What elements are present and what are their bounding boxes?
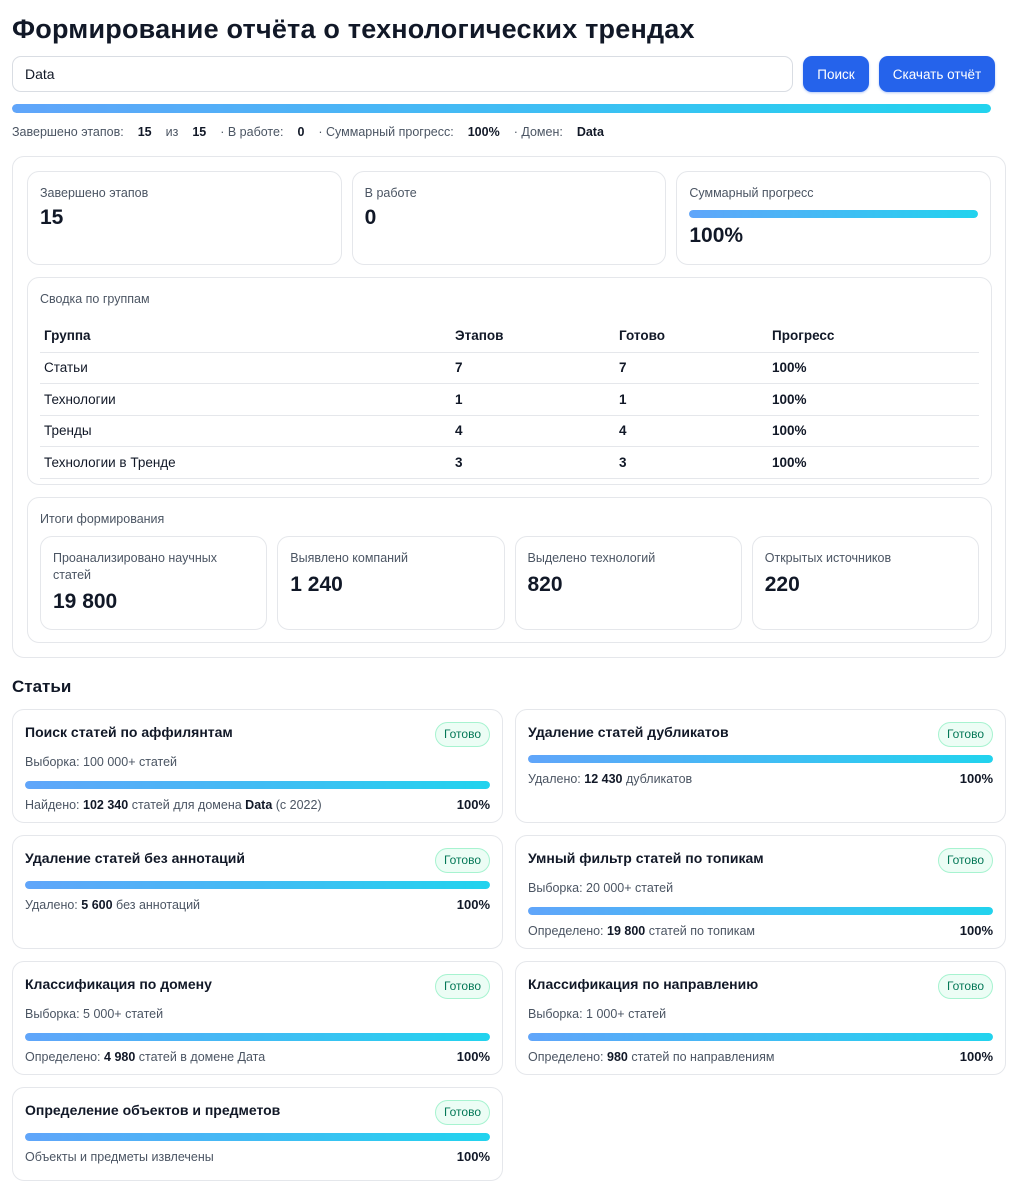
stage-percent: 100%: [959, 1049, 993, 1064]
meta-in-work: 0: [297, 125, 305, 139]
stat-card-completed: [27, 171, 342, 265]
cell-done: 7: [615, 352, 768, 384]
stage-result-text: статей для домена: [131, 797, 242, 812]
meta-in-work-label: · В работе:: [220, 125, 284, 139]
meta-progress: 100%: [467, 125, 500, 139]
groups-summary-title: Сводка по группам: [40, 292, 150, 306]
stage-result: [25, 798, 322, 812]
stage-footer: [25, 1049, 490, 1064]
stage-result-text: без аннотаций: [116, 897, 201, 912]
groups-summary: [27, 277, 992, 485]
cell-stages: 3: [451, 447, 615, 479]
articles-section-title: Статьи: [12, 677, 72, 696]
stage-result-count: 980: [607, 1049, 628, 1064]
stage-title: Умный фильтр статей по топикам: [528, 850, 764, 866]
stage-result-text: статей по топикам: [648, 923, 756, 938]
stage-card: [12, 1087, 503, 1181]
search-input[interactable]: [12, 56, 793, 92]
stage-sample: Выборка: 20 000+ статей: [528, 881, 674, 895]
summary-progress-bar: [689, 210, 978, 218]
stage-percent: 100%: [456, 1149, 490, 1164]
cell-group: Технологии: [40, 384, 451, 416]
stage-result-label: Удалено:: [25, 897, 78, 912]
stage-progress-bar: [25, 881, 490, 889]
cell-stages: 1: [451, 384, 615, 416]
meta-of-label: из: [165, 125, 179, 139]
stage-progress-bar: [25, 1033, 490, 1041]
stage-footer: [25, 897, 490, 912]
column-header: Группа: [40, 320, 451, 352]
stage-result-count: 12 430: [584, 771, 623, 786]
stage-result: [25, 898, 200, 912]
result-card-sources: [752, 536, 979, 630]
result-label: Выделено технологий: [527, 551, 656, 565]
meta-total: 15: [192, 125, 207, 139]
status-line: [12, 124, 1004, 140]
stat-label: Суммарный прогресс: [689, 186, 814, 200]
status-badge: Готово: [435, 848, 490, 873]
stage-result-label: Определено:: [528, 1049, 604, 1064]
meta-domain-label: · Домен:: [513, 125, 563, 139]
download-report-button[interactable]: Скачать отчёт: [879, 56, 995, 92]
stage-title: Удаление статей без аннотаций: [25, 850, 245, 866]
results-summary-title: Итоги формирования: [40, 512, 165, 526]
cell-progress: 100%: [768, 384, 979, 416]
stage-result-domain: Data: [245, 797, 273, 812]
stage-progress-fill: [528, 755, 993, 763]
stage-result-count: 19 800: [607, 923, 646, 938]
stage-result-label: Определено:: [25, 1049, 101, 1064]
stage-card: [515, 709, 1006, 823]
stages-grid: [12, 709, 1004, 1181]
stage-footer: [528, 923, 993, 938]
stage-sample: Выборка: 5 000+ статей: [25, 1007, 164, 1021]
stage-result: [25, 1050, 265, 1064]
table-row: [40, 447, 979, 479]
stage-title: Поиск статей по аффилянтам: [25, 724, 233, 740]
overall-progress-bar: [12, 104, 991, 113]
stage-card: [515, 835, 1006, 949]
stage-card: [12, 961, 503, 1075]
stage-result: [528, 924, 755, 938]
result-value: 1 240: [290, 573, 343, 596]
stage-result: [528, 772, 692, 786]
stage-progress-bar: [528, 907, 993, 915]
summary-progress-fill: [689, 210, 978, 218]
result-value: 820: [527, 573, 563, 596]
stage-result-label: Определено:: [528, 923, 604, 938]
stage-progress-fill: [528, 1033, 993, 1041]
stage-progress-fill: [25, 1033, 490, 1041]
result-value: 19 800: [53, 590, 118, 613]
results-row: [40, 536, 979, 630]
stage-result-text: статей в домене Дата: [138, 1049, 266, 1064]
stage-sample: Выборка: 1 000+ статей: [528, 1007, 667, 1021]
cell-progress: 100%: [768, 447, 979, 479]
stage-progress-bar: [25, 1133, 490, 1141]
result-card-companies: [277, 536, 504, 630]
page-title: Формирование отчёта о технологических трендах: [12, 14, 695, 44]
stage-card: [515, 961, 1006, 1075]
meta-completed: 15: [137, 125, 152, 139]
stage-result-count: 5 600: [81, 897, 113, 912]
stage-result-text: статей по направлениям: [631, 1049, 775, 1064]
stage-percent: 100%: [456, 797, 490, 812]
result-label: Выявлено компаний: [290, 551, 409, 565]
stage-result: [528, 1050, 774, 1064]
stage-title: Удаление статей дубликатов: [528, 724, 729, 740]
stage-percent: 100%: [456, 1049, 490, 1064]
table-row: [40, 384, 979, 416]
stage-progress-fill: [25, 781, 490, 789]
stage-progress-fill: [25, 881, 490, 889]
stat-label: Завершено этапов: [40, 186, 149, 200]
stage-progress-bar: [528, 1033, 993, 1041]
status-badge: Готово: [435, 974, 490, 999]
stat-value: 100%: [689, 224, 744, 247]
stage-title: Классификация по направлению: [528, 976, 759, 992]
stat-value: 0: [364, 206, 377, 229]
cell-progress: 100%: [768, 352, 979, 384]
stage-result-text: Объекты и предметы извлечены: [25, 1149, 214, 1164]
meta-completed-label: Завершено этапов:: [12, 125, 124, 139]
stage-footer: [25, 797, 490, 812]
cell-done: 4: [615, 415, 768, 447]
cell-stages: 4: [451, 415, 615, 447]
stats-row: [27, 171, 991, 265]
stage-result-count: 102 340: [83, 797, 129, 812]
stat-card-in-work: [352, 171, 667, 265]
meta-progress-label: · Суммарный прогресс:: [318, 125, 454, 139]
stage-card: [12, 835, 503, 949]
cell-group: Тренды: [40, 415, 451, 447]
column-header: Готово: [615, 320, 768, 352]
stage-result-note: (с 2022): [275, 797, 322, 812]
stage-card: [12, 709, 503, 823]
search-button[interactable]: Поиск: [803, 56, 869, 92]
meta-domain: Data: [576, 125, 604, 139]
stat-label: В работе: [364, 186, 417, 200]
cell-done: 3: [615, 447, 768, 479]
stat-value: 15: [40, 206, 64, 229]
result-card-articles: [40, 536, 267, 630]
stage-title: Классификация по домену: [25, 976, 212, 992]
stage-result: [25, 1150, 214, 1164]
cell-progress: 100%: [768, 415, 979, 447]
stage-footer: [528, 1049, 993, 1064]
column-header: Прогресс: [768, 320, 979, 352]
result-card-technologies: [515, 536, 742, 630]
stage-result-text: дубликатов: [626, 771, 693, 786]
stage-footer: [528, 771, 993, 786]
stage-percent: 100%: [959, 923, 993, 938]
status-badge: Готово: [938, 974, 993, 999]
results-summary: [27, 497, 992, 643]
result-label: Проанализировано научных статей: [53, 551, 217, 582]
stage-footer: [25, 1149, 490, 1164]
column-header: Этапов: [451, 320, 615, 352]
table-row: [40, 352, 979, 384]
stage-percent: 100%: [959, 771, 993, 786]
status-badge: Готово: [435, 722, 490, 747]
stage-progress-fill: [528, 907, 993, 915]
stage-progress-bar: [25, 781, 490, 789]
cell-group: Технологии в Тренде: [40, 447, 451, 479]
stage-result-count: 4 980: [104, 1049, 136, 1064]
stage-result-label: Удалено:: [528, 771, 581, 786]
summary-panel: [12, 156, 1006, 658]
search-row: [12, 56, 1004, 92]
stage-progress-fill: [25, 1133, 490, 1141]
status-badge: Готово: [938, 848, 993, 873]
stage-result-label: Найдено:: [25, 797, 80, 812]
status-badge: Готово: [435, 1100, 490, 1125]
status-badge: Готово: [938, 722, 993, 747]
overall-progress-fill: [12, 104, 991, 113]
stage-progress-bar: [528, 755, 993, 763]
result-value: 220: [764, 573, 800, 596]
groups-table: [40, 320, 979, 479]
stage-title: Определение объектов и предметов: [25, 1102, 281, 1118]
table-row: [40, 415, 979, 447]
stage-percent: 100%: [456, 897, 490, 912]
cell-stages: 7: [451, 352, 615, 384]
result-label: Открытых источников: [764, 551, 892, 565]
cell-group: Статьи: [40, 352, 451, 384]
cell-done: 1: [615, 384, 768, 416]
stat-card-progress: [676, 171, 991, 265]
stage-sample: Выборка: 100 000+ статей: [25, 755, 178, 769]
table-header-row: [40, 320, 979, 352]
